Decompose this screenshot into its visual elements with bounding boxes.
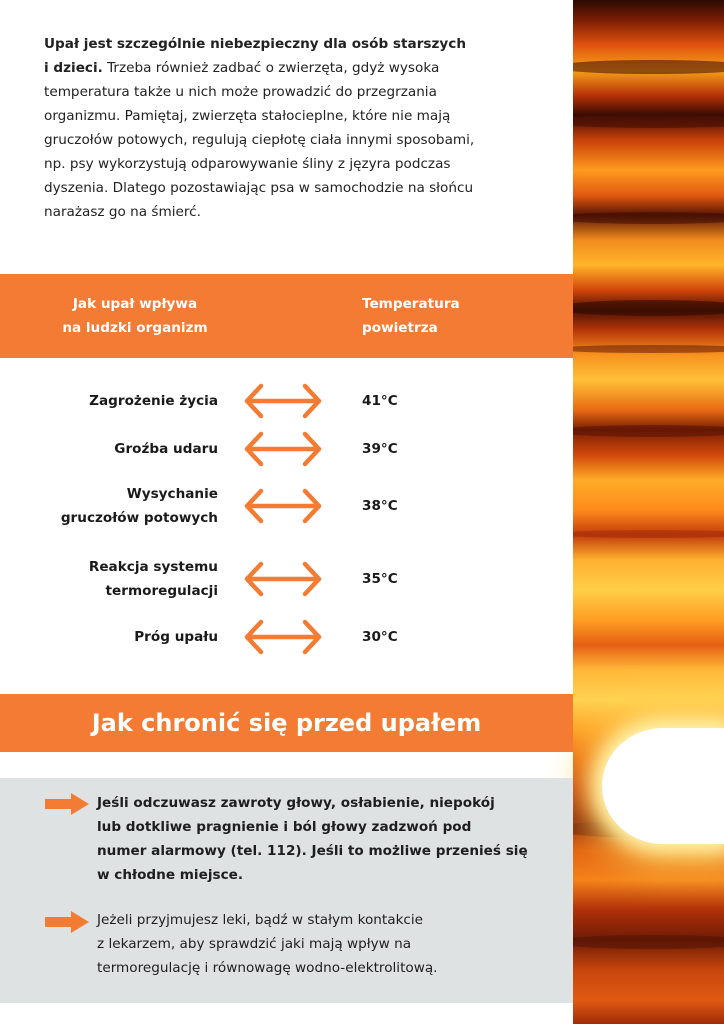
intro-bold-line-1: Upał jest szczególnie niebezpieczny dla osób starszych <box>44 36 466 52</box>
row-temperature: 39°C <box>362 441 398 457</box>
double-arrow-icon <box>243 618 323 656</box>
row-label: Groźba udaru <box>114 441 218 457</box>
row-label: Zagrożenie życia <box>89 393 218 409</box>
right-arrow-icon <box>45 793 89 815</box>
sun-shape <box>602 728 724 844</box>
double-arrow-icon <box>243 430 323 468</box>
row-temperature: 41°C <box>362 393 398 409</box>
double-arrow-icon <box>243 560 323 598</box>
tip-medication: Jeżeli przyjmujesz leki, bądź w stałym kontakcie z lekarzem, aby sprawdzić jaki mają wpływ na termoregulację i równowagę wodno-elektrolitową. <box>97 912 438 976</box>
tip-emergency: Jeśli odczuwasz zawroty głowy, osłabienie, niepokój lub dotkliwe pragnienie i ból głowy zadzwoń pod numer alarmowy (tel. 112). Jeśli to możliwe przenieś się w chłodne miejsce. <box>97 795 528 883</box>
intro-bold-line-2: i dzieci. <box>44 60 103 76</box>
intro-line: dyszenia. Dlatego pozostawiając psa w samochodzie na słońcu <box>44 180 474 196</box>
table-header <box>0 274 573 358</box>
row-temperature: 38°C <box>362 498 398 514</box>
intro-line: temperatura także u nich może prowadzić do przegrzania <box>44 84 437 100</box>
sunset-photo <box>573 0 724 1024</box>
intro-line: np. psy wykorzystują odparowywanie śliny z języra podczas <box>44 156 451 172</box>
intro-line: narażasz go na śmierć. <box>44 204 201 220</box>
table-row <box>0 376 573 426</box>
intro-paragraph <box>44 32 544 224</box>
row-label: Reakcja systemu termoregulacji <box>88 559 218 599</box>
row-label: Próg upału <box>134 629 218 645</box>
header-effect-column: Jak upał wpływa na ludzki organizm <box>62 296 208 336</box>
row-temperature: 35°C <box>362 571 398 587</box>
table-row <box>0 424 573 474</box>
header-temperature-column: Temperatura powietrza <box>362 296 460 336</box>
table-row <box>0 553 573 605</box>
intro-line: organizmu. Pamiętaj, zwierzęta stałocieplne, które nie mają <box>44 108 451 124</box>
table-row <box>0 480 573 532</box>
right-arrow-icon <box>45 911 89 933</box>
intro-line: gruczołów potowych, regulują ciepłotę ciała innymi sposobami, <box>44 132 475 148</box>
double-arrow-icon <box>243 382 323 420</box>
row-temperature: 30°C <box>362 629 398 645</box>
intro-line-2-rest: Trzeba również zadbać o zwierzęta, gdyż wysoka <box>102 60 440 76</box>
double-arrow-icon <box>243 487 323 525</box>
tips-box <box>0 778 573 1003</box>
table-row <box>0 612 573 662</box>
section-title: Jak chronić się przed upałem <box>0 694 573 752</box>
row-label: Wysychanie gruczołów potowych <box>60 486 218 526</box>
